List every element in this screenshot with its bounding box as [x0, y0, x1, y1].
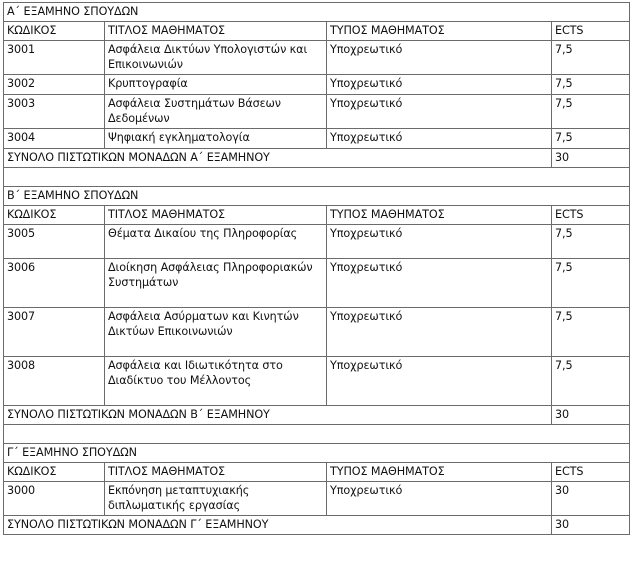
course-code: 3000: [4, 482, 105, 516]
course-ects: 7,5: [552, 357, 630, 406]
course-row: [4, 41, 630, 75]
column-header-title: ΤΙΤΛΟΣ ΜΑΘΗΜΑΤΟΣ: [105, 463, 327, 482]
course-code: 3001: [4, 41, 105, 75]
course-title: Εκπόνηση μεταπτυχιακής διπλωματικής εργασίας: [105, 482, 327, 516]
course-row: [4, 95, 630, 129]
course-ects: 7,5: [552, 259, 630, 308]
semester-total-row: [4, 516, 630, 535]
course-row: [4, 129, 630, 149]
column-header-type: ΤΥΠΟΣ ΜΑΘΗΜΑΤΟΣ: [327, 22, 552, 41]
column-header-type: ΤΥΠΟΣ ΜΑΘΗΜΑΤΟΣ: [327, 463, 552, 482]
semester-total-label: ΣΥΝΟΛΟ ΠΙΣΤΩΤΙΚΩΝ ΜΟΝΑΔΩΝ Γ΄ ΕΞΑΜΗΝΟΥ: [4, 516, 552, 535]
column-header-row: [4, 206, 630, 225]
course-code: 3002: [4, 75, 105, 95]
course-ects: 7,5: [552, 75, 630, 95]
semester-total-value: 30: [552, 149, 630, 168]
column-header-ects: ECTS: [552, 463, 630, 482]
column-header-title: ΤΙΤΛΟΣ ΜΑΘΗΜΑΤΟΣ: [105, 206, 327, 225]
course-title: Ασφάλεια και Ιδιωτικότητα στο Διαδίκτυο του Μέλλοντος: [105, 357, 327, 406]
column-header-title: ΤΙΤΛΟΣ ΜΑΘΗΜΑΤΟΣ: [105, 22, 327, 41]
curriculum-document: [3, 2, 629, 535]
course-ects: 30: [552, 482, 630, 516]
column-header-ects: ECTS: [552, 206, 630, 225]
course-title: Ασφάλεια Ασύρματων και Κινητών Δικτύων Επικοινωνιών: [105, 308, 327, 357]
course-row: [4, 482, 630, 516]
course-type: Υποχρεωτικό: [327, 482, 552, 516]
course-ects: 7,5: [552, 41, 630, 75]
course-row: [4, 225, 630, 259]
column-header-code: ΚΩΔΙΚΟΣ: [4, 463, 105, 482]
course-type: Υποχρεωτικό: [327, 225, 552, 259]
course-type: Υποχρεωτικό: [327, 357, 552, 406]
course-type: Υποχρεωτικό: [327, 129, 552, 149]
course-title: Ασφάλεια Συστημάτων Βάσεων Δεδομένων: [105, 95, 327, 129]
semester-total-value: 30: [552, 516, 630, 535]
course-row: [4, 259, 630, 308]
course-type: Υποχρεωτικό: [327, 259, 552, 308]
column-header-code: ΚΩΔΙΚΟΣ: [4, 22, 105, 41]
column-header-code: ΚΩΔΙΚΟΣ: [4, 206, 105, 225]
spacer-row: [4, 168, 630, 187]
course-type: Υποχρεωτικό: [327, 95, 552, 129]
course-code: 3004: [4, 129, 105, 149]
course-code: 3006: [4, 259, 105, 308]
spacer-cell: [4, 168, 630, 187]
semester-total-value: 30: [552, 406, 630, 425]
course-title: Ψηφιακή εγκληματολογία: [105, 129, 327, 149]
course-ects: 7,5: [552, 95, 630, 129]
course-code: 3008: [4, 357, 105, 406]
semester-total-label: ΣΥΝΟΛΟ ΠΙΣΤΩΤΙΚΩΝ ΜΟΝΑΔΩΝ Β΄ ΕΞΑΜΗΝΟΥ: [4, 406, 552, 425]
semester-total-label: ΣΥΝΟΛΟ ΠΙΣΤΩΤΙΚΩΝ ΜΟΝΑΔΩΝ Α΄ ΕΞΑΜΗΝΟΥ: [4, 149, 552, 168]
course-type: Υποχρεωτικό: [327, 75, 552, 95]
course-row: [4, 357, 630, 406]
course-title: Ασφάλεια Δικτύων Υπολογιστών και Επικοινωνιών: [105, 41, 327, 75]
curriculum-table: [3, 2, 630, 535]
course-code: 3003: [4, 95, 105, 129]
course-ects: 7,5: [552, 225, 630, 259]
semester-heading: Α΄ ΕΞΑΜΗΝΟ ΣΠΟΥΔΩΝ: [4, 3, 630, 22]
course-row: [4, 75, 630, 95]
column-header-ects: ECTS: [552, 22, 630, 41]
course-ects: 7,5: [552, 129, 630, 149]
course-type: Υποχρεωτικό: [327, 41, 552, 75]
course-type: Υποχρεωτικό: [327, 308, 552, 357]
spacer-cell: [4, 425, 630, 444]
semester-total-row: [4, 406, 630, 425]
course-ects: 7,5: [552, 308, 630, 357]
column-header-row: [4, 463, 630, 482]
course-code: 3005: [4, 225, 105, 259]
course-title: Κρυπτογραφία: [105, 75, 327, 95]
column-header-row: [4, 22, 630, 41]
spacer-row: [4, 425, 630, 444]
course-row: [4, 308, 630, 357]
course-code: 3007: [4, 308, 105, 357]
semester-heading: Γ΄ ΕΞΑΜΗΝΟ ΣΠΟΥΔΩΝ: [4, 444, 630, 463]
semester-total-row: [4, 149, 630, 168]
column-header-type: ΤΥΠΟΣ ΜΑΘΗΜΑΤΟΣ: [327, 206, 552, 225]
course-title: Διοίκηση Ασφάλειας Πληροφοριακών Συστημάτων: [105, 259, 327, 308]
course-title: Θέματα Δικαίου της Πληροφορίας: [105, 225, 327, 259]
semester-heading: Β΄ ΕΞΑΜΗΝΟ ΣΠΟΥΔΩΝ: [4, 187, 630, 206]
